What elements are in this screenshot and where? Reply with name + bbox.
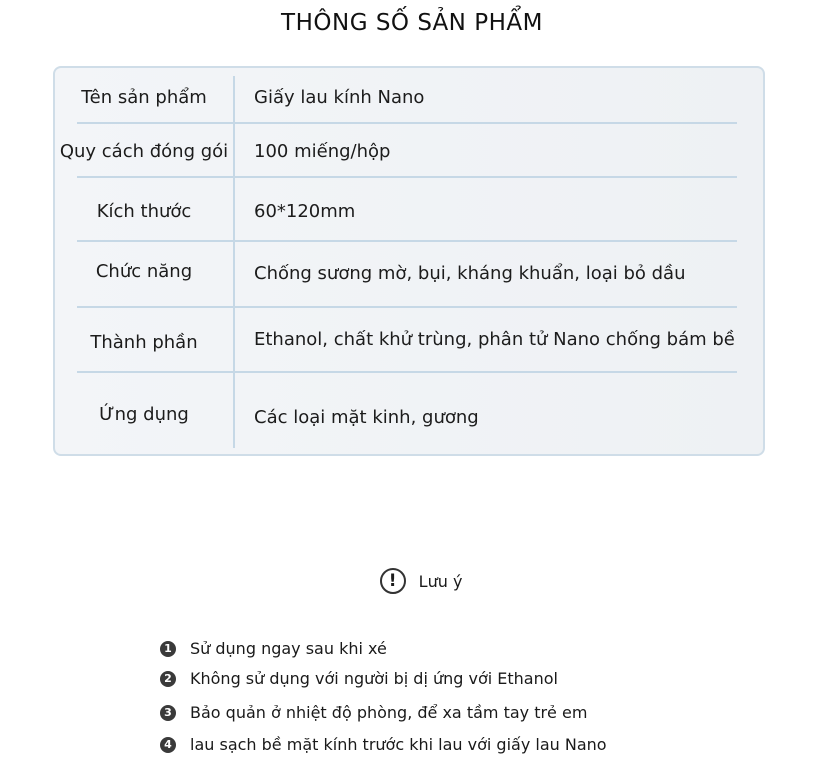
page-title: THÔNG SỐ SẢN PHẨM bbox=[281, 10, 543, 36]
spec-label-function: Chức năng bbox=[95, 261, 193, 282]
number-badge-icon: 2 bbox=[160, 671, 176, 687]
note-text: Không sử dụng với người bị dị ứng với Ethanol bbox=[190, 669, 558, 688]
list-item bbox=[160, 668, 558, 688]
spec-value-size: 60*120mm bbox=[254, 201, 356, 222]
row-divider bbox=[77, 122, 737, 124]
spec-label-name: Tên sản phẩm bbox=[81, 87, 207, 108]
row-divider bbox=[77, 371, 737, 373]
spec-value-ingredients: Ethanol, chất khử trùng, phân tử Nano chống bám bề bbox=[254, 329, 735, 350]
spec-label-packaging: Quy cách đóng gói bbox=[59, 141, 229, 162]
list-item bbox=[160, 638, 387, 658]
number-badge-icon: 1 bbox=[160, 641, 176, 657]
list-item bbox=[160, 734, 607, 754]
notice-label: Lưu ý bbox=[418, 571, 463, 591]
spec-value-function: Chống sương mờ, bụi, kháng khuẩn, loại bỏ dầu bbox=[254, 263, 686, 284]
column-divider bbox=[233, 76, 235, 448]
exclamation-circle-icon: ! bbox=[380, 568, 406, 594]
number-badge-icon: 3 bbox=[160, 705, 176, 721]
note-text: lau sạch bề mặt kính trước khi lau với giấy lau Nano bbox=[190, 735, 607, 754]
spec-value-packaging: 100 miếng/hộp bbox=[254, 141, 391, 162]
spec-value-name: Giấy lau kính Nano bbox=[254, 87, 425, 108]
row-divider bbox=[77, 306, 737, 308]
number-badge-icon: 4 bbox=[160, 737, 176, 753]
notice-header bbox=[0, 568, 824, 594]
spec-value-application: Các loại mặt kinh, gương bbox=[254, 407, 479, 428]
row-divider bbox=[77, 176, 737, 178]
note-text: Sử dụng ngay sau khi xé bbox=[190, 639, 387, 658]
spec-label-application: Ứng dụng bbox=[99, 404, 189, 425]
note-text: Bảo quản ở nhiệt độ phòng, để xa tầm tay trẻ em bbox=[190, 703, 588, 722]
spec-table bbox=[53, 66, 765, 456]
list-item bbox=[160, 702, 587, 722]
spec-label-size: Kích thước bbox=[96, 201, 192, 222]
row-divider bbox=[77, 240, 737, 242]
spec-label-ingredients: Thành phần bbox=[90, 332, 198, 353]
